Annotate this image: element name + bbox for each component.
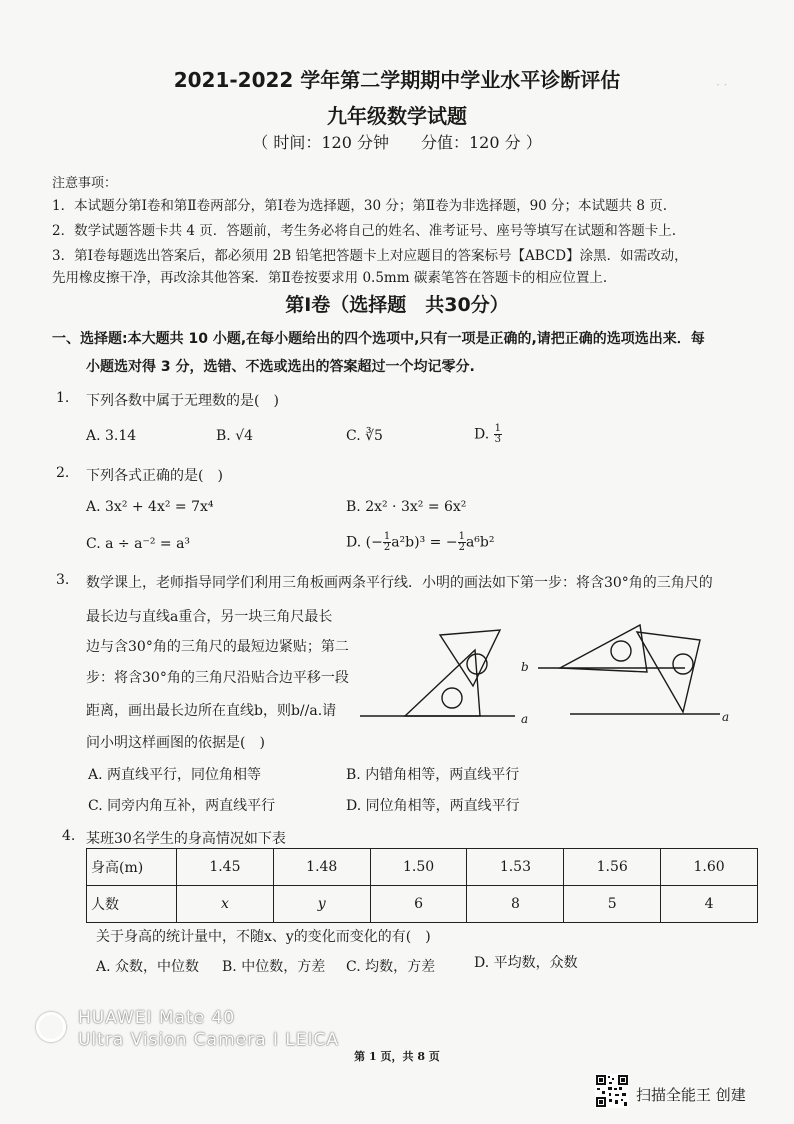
question-text: 数学课上，老师指导同学们利用三角板画两条平行线．小明的画法如下第一步：将含30°角的三角尺的 — [86, 575, 713, 591]
notice-item: 1．本试题分第Ⅰ卷和第Ⅱ卷两部分，第Ⅰ卷为选择题，30 分；第Ⅱ卷为非选择题，90 分；本试题共 8 页. — [52, 198, 668, 214]
table-cell: 身高(m) — [87, 849, 177, 886]
table-cell: 1.60 — [661, 849, 758, 886]
section-intro: 一、选择题:本大题共 10 小题,在每小题给出的四个选项中,只有一项是正确的,请把正确的选项选出来．每 — [52, 331, 705, 347]
option-a: A. 众数，中位数 — [96, 959, 200, 975]
exam-title: 2021-2022 学年第二学期期中学业水平诊断评估 — [173, 68, 621, 92]
scanner-credit: 扫描全能王 创建 — [636, 1086, 746, 1104]
option-c: C. ∛5 — [346, 428, 383, 444]
label-a: a — [722, 710, 730, 724]
table-row — [87, 849, 758, 886]
option-d: D. (− $\frac{1}{2}$ a²b)³ = − $\frac{1}{2}$ a⁶b² — [346, 531, 495, 553]
triangle-other — [440, 630, 500, 686]
notice-item: 先用橡皮擦干净，再改涂其他答案．第Ⅱ卷按要求用 0.5mm 碳素笔答在答题卡的相应位置上. — [52, 270, 608, 286]
bleed-through-mark: · · — [716, 78, 728, 92]
table-cell: 1.56 — [564, 849, 661, 886]
question-text: 关于身高的统计量中，不随x、y的变化而变化的有( ) — [96, 929, 431, 945]
question-text: 问小明这样画图的依据是( ) — [86, 735, 265, 751]
question-text: 最长边与直线a重合，另一块三角尺最长 — [86, 609, 333, 625]
section-intro: 小题选对得 3 分，选错、不选或选出的答案超过一个均记零分. — [86, 359, 475, 375]
question-stem: 某班30名学生的身高情况如下表 — [86, 831, 286, 847]
question-text: 距离，画出最长边所在直线b，则b//a.请 — [86, 703, 337, 719]
question-text: 边与含30°角的三角尺的最短边紧贴；第二 — [86, 639, 349, 655]
triangle-30deg — [405, 650, 480, 716]
qr-code-icon — [595, 1074, 629, 1108]
question-stem: 下列各数中属于无理数的是( ) — [86, 393, 279, 409]
option-d: D. 同位角相等，两直线平行 — [346, 798, 520, 814]
triangle-hole — [611, 641, 631, 661]
notice-item: 3．第Ⅰ卷每题选出答案后，都必须用 2B 铅笔把答题卡上对应题目的答案标号【ABCD】涂黑．如需改动， — [52, 248, 688, 264]
triangle-hole — [442, 688, 462, 708]
table-cell: y — [273, 886, 370, 923]
height-table — [86, 848, 758, 923]
option-d: D. $\frac{1}{3}$ — [474, 423, 502, 445]
option-a: A. 3.14 — [86, 428, 137, 444]
camera-watermark: Ultra Vision Camera I LEICA — [78, 1030, 340, 1050]
question-number: 1. — [56, 390, 70, 406]
table-cell: 1.50 — [370, 849, 467, 886]
set-square-figure — [355, 620, 745, 730]
option-b: B. 内错角相等，两直线平行 — [346, 767, 520, 783]
table-cell: x — [177, 886, 274, 923]
triangle-hole — [673, 654, 693, 674]
notice-item: 2．数学试题答题卡共 4 页．答题前，考生务必将自己的姓名、准考证号、座号等填写在试题和答题卡上. — [52, 223, 677, 239]
table-cell: 人数 — [87, 886, 177, 923]
notice-heading: 注意事项： — [52, 176, 118, 191]
label-a: a — [521, 712, 529, 726]
table-row — [87, 886, 758, 923]
question-number: 2. — [56, 465, 70, 481]
page-number: 第 1 页，共 8 页 — [354, 1050, 440, 1063]
exam-subject: 九年级数学试题 — [327, 104, 467, 128]
option-b: B. 中位数，方差 — [222, 959, 326, 975]
section-title: 第Ⅰ卷（选择题 共30分） — [285, 294, 509, 316]
camera-logo-icon — [36, 1012, 66, 1042]
question-number: 3. — [56, 572, 70, 588]
option-a: A. 3x² + 4x² = 7x⁴ — [86, 499, 214, 515]
triangle-30deg — [560, 625, 647, 672]
option-d: D. 平均数，众数 — [474, 955, 578, 971]
camera-watermark: HUAWEI Mate 40 — [78, 1008, 236, 1028]
option-c: C. a ÷ a⁻² = a³ — [86, 536, 191, 552]
table-cell: 5 — [564, 886, 661, 923]
table-cell: 4 — [661, 886, 758, 923]
label-b: b — [521, 660, 529, 674]
option-b: B. 2x² · 3x² = 6x² — [346, 499, 467, 515]
table-cell: 6 — [370, 886, 467, 923]
option-a: A. 两直线平行，同位角相等 — [88, 767, 262, 783]
question-stem: 下列各式正确的是( ) — [86, 468, 223, 484]
table-cell: 1.48 — [273, 849, 370, 886]
option-c: C. 均数，方差 — [346, 959, 436, 975]
option-c: C. 同旁内角互补，两直线平行 — [88, 798, 276, 814]
table-cell: 8 — [467, 886, 564, 923]
option-b: B. √4 — [216, 428, 254, 444]
question-number: 4. — [62, 828, 76, 844]
question-text: 步：将含30°角的三角尺沿贴合边平移一段 — [86, 670, 349, 686]
table-cell: 1.53 — [467, 849, 564, 886]
exam-info: （ 时间：120 分钟 分值：120 分 ） — [252, 133, 542, 152]
table-cell: 1.45 — [177, 849, 274, 886]
